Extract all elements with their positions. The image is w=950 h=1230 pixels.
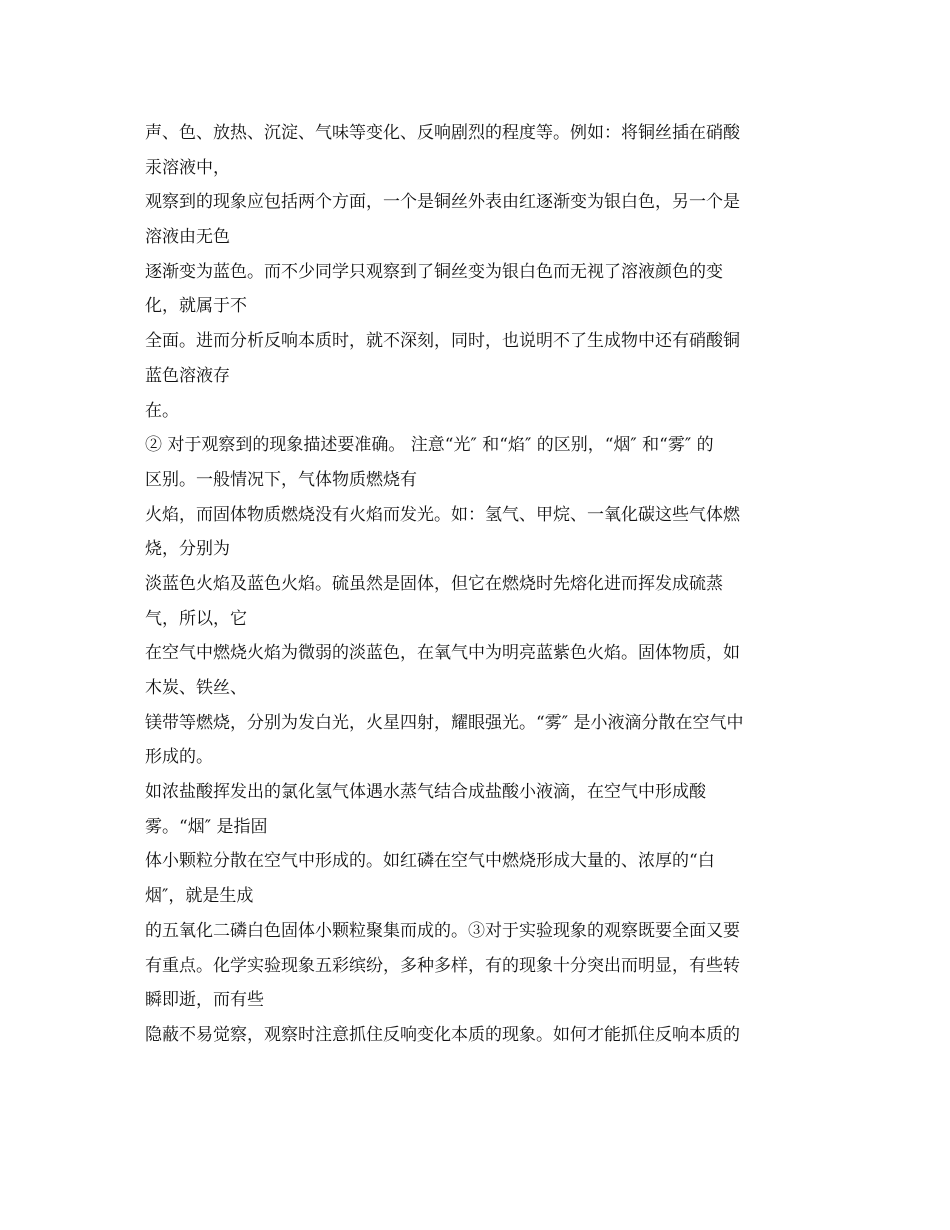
text-line: 气，所以，它: [145, 608, 247, 629]
text-line: 在空气中燃烧火焰为微弱的淡蓝色，在氧气中为明亮蓝紫色火焰。固体物质，如: [145, 643, 740, 664]
text-line: 有重点。化学实验现象五彩缤纷，多种多样，有的现象十分突出而明显，有些转: [145, 955, 740, 976]
text-line: 的五氧化二磷白色固体小颗粒聚集而成的。③对于实验现象的观察既要全面又要: [145, 920, 740, 941]
text-line: ② 对于观察到的现象描述要准确。 注意“光″ 和“焰″ 的区别，“烟″ 和“雾″ 的: [145, 435, 714, 456]
text-line: 汞溶液中，: [145, 157, 230, 178]
text-line: 隐蔽不易觉察，观察时注意抓住反响变化本质的现象。如何才能抓住反响本质的: [145, 1024, 740, 1045]
text-line: 观察到的现象应包括两个方面，一个是铜丝外表由红逐渐变为银白色，另一个是: [145, 192, 740, 213]
text-line: 火焰，而固体物质燃烧没有火焰而发光。如：氢气、甲烷、一氧化碳这些气体燃: [145, 504, 740, 525]
text-line: 溶液由无色: [145, 227, 230, 248]
text-line: 瞬即逝，而有些: [145, 990, 264, 1011]
text-line: 声、色、放热、沉淀、气味等变化、反响剧烈的程度等。例如：将铜丝插在硝酸: [145, 123, 740, 143]
text-line: 全面。进而分析反响本质时，就不深刻，同时，也说明不了生成物中还有硝酸铜: [145, 331, 740, 352]
text-line: 在。: [145, 400, 179, 421]
text-line: 逐渐变为蓝色。而不少同学只观察到了铜丝变为银白色而无视了溶液颜色的变: [145, 261, 723, 282]
text-line: 镁带等燃烧，分别为发白光，火星四射，耀眼强光。“雾″ 是小液滴分散在空气中: [145, 712, 744, 733]
text-line: 区别。一般情况下，气体物质燃烧有: [145, 469, 417, 490]
text-line: 化，就属于不: [145, 296, 247, 317]
text-line: 烟″，就是生成: [145, 886, 254, 907]
text-line: 如浓盐酸挥发出的氯化氢气体遇水蒸气结合成盐酸小液滴，在空气中形成酸: [145, 782, 706, 803]
text-line: 雾。“烟″ 是指固: [145, 816, 268, 837]
text-line: 蓝色溶液存: [145, 365, 230, 386]
text-line: 木炭、铁丝、: [145, 678, 247, 698]
text-line: 形成的。: [145, 747, 213, 768]
text-line: 体小颗粒分散在空气中形成的。如红磷在空气中燃烧形成大量的、浓厚的“白: [145, 851, 715, 872]
text-line: 淡蓝色火焰及蓝色火焰。硫虽然是固体，但它在燃烧时先熔化进而挥发成硫蒸: [145, 573, 723, 594]
text-line: 烧，分别为: [145, 539, 230, 560]
body-text: [145, 116, 815, 1053]
